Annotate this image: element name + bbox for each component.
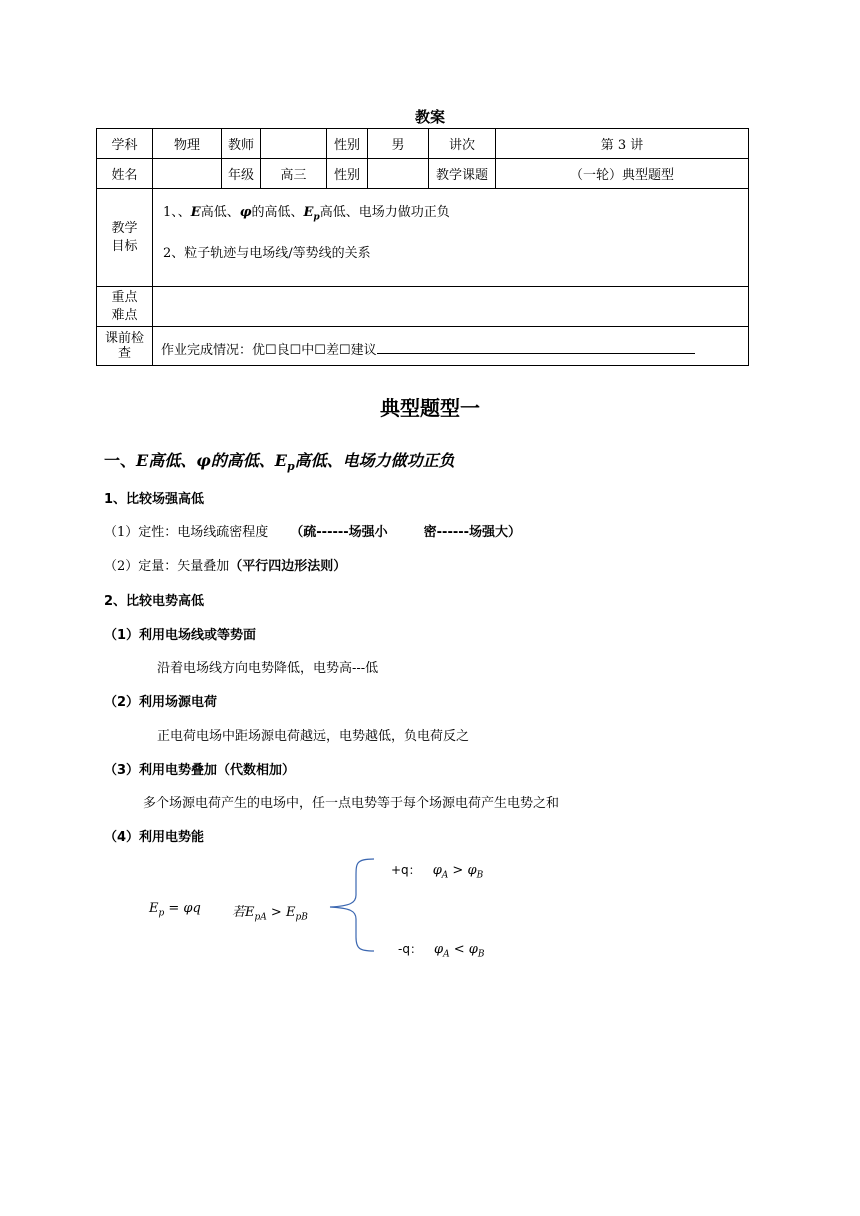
- negative-sub-a: A: [443, 949, 450, 960]
- key-label-line1: 重点: [111, 289, 138, 305]
- goal-item-1-Ep-sub: p: [313, 212, 320, 223]
- suggestion-blank: [377, 341, 695, 354]
- goal-item-1-E: E: [190, 205, 201, 220]
- gender-value-2: [368, 159, 429, 189]
- precheck-content: [153, 327, 749, 366]
- goal-item-1-c: 高低、电场力做功正负: [319, 205, 450, 220]
- goals-content: [153, 189, 749, 287]
- brace-icon: [326, 855, 376, 955]
- condition-e1-sub: pA: [254, 912, 267, 923]
- potential-energy-formula: [149, 901, 201, 919]
- key-points-label: [97, 287, 153, 327]
- goal-item-1: [163, 204, 748, 227]
- heading-phi: φ: [196, 451, 211, 470]
- negative-phi-a: φ: [433, 942, 444, 957]
- heading-b: 的高低、: [210, 451, 275, 470]
- quantitative-line: [104, 555, 346, 574]
- method-4-title: （4）利用电势能: [104, 830, 205, 845]
- method-1-title: （1）利用电场线或等势面: [104, 628, 257, 643]
- teacher-label: 教师: [222, 129, 261, 159]
- qualitative-sparse: （疏------场强小: [290, 525, 388, 540]
- heading-E: E: [136, 451, 149, 470]
- lesson-info-table: [96, 128, 749, 366]
- ep-sub: p: [158, 908, 165, 919]
- ep-rhs: = φq: [164, 901, 201, 916]
- goals-label-line2: 目标: [111, 238, 138, 254]
- goals-label: [97, 189, 153, 287]
- quantitative-rule: （平行四边形法则）: [229, 559, 347, 574]
- condition-ruo: 若: [232, 905, 246, 920]
- brace-stroke: [330, 859, 374, 951]
- ep-symbol: E: [149, 901, 159, 916]
- goal-item-1-a: 高低、: [200, 205, 240, 220]
- goal-item-1-phi: φ: [239, 205, 252, 220]
- heading-Ep-sub: p: [286, 460, 295, 474]
- precheck-label-line1: 课前检: [104, 331, 144, 346]
- grade-value: 高三: [261, 159, 327, 189]
- name-label: 姓名: [97, 159, 153, 189]
- lecture-label: 讲次: [429, 129, 496, 159]
- lecture-value: 第 3 讲: [496, 129, 749, 159]
- grade-label: 年级: [222, 159, 261, 189]
- heading-one: [104, 448, 455, 473]
- negative-charge-case: [398, 940, 484, 960]
- goal-item-1-b: 的高低、: [251, 205, 304, 220]
- heading-c: 高低、电场力做功正负: [294, 451, 455, 470]
- positive-sub-a: A: [441, 870, 449, 881]
- positive-phi-a: φ: [432, 863, 442, 878]
- table-row: [97, 159, 749, 189]
- condition-formula: [232, 901, 308, 923]
- method-2-body: 正电荷电场中距场源电荷越远，电势越低，负电荷反之: [157, 729, 470, 744]
- positive-label: +q：: [391, 863, 421, 877]
- negative-label: -q：: [398, 942, 422, 956]
- condition-e2-sub: pB: [295, 912, 308, 923]
- subject-value: 物理: [153, 129, 222, 159]
- method-1-body: 沿着电场线方向电势降低，电势高---低: [157, 661, 379, 676]
- heading-prefix: 一、: [104, 451, 137, 470]
- topic-label: 教学课题: [429, 159, 496, 189]
- condition-op: >: [266, 905, 286, 920]
- negative-sub-b: B: [477, 949, 485, 960]
- table-row: [97, 189, 749, 287]
- document-title: 教案: [414, 108, 445, 126]
- section-title: 典型题型一: [380, 396, 480, 420]
- name-value: [153, 159, 222, 189]
- heading-a: 高低、: [148, 451, 197, 470]
- heading-Ep: E: [274, 451, 287, 470]
- qualitative-line: [104, 521, 521, 540]
- gender-label: 性别: [327, 129, 368, 159]
- method-2-title: （2）利用场源电荷: [104, 695, 218, 710]
- precheck-label-line2: 查: [117, 346, 131, 361]
- goal-item-2: 2、粒子轨迹与电场线/等势线的关系: [163, 245, 371, 261]
- compare-potential-heading: 2、比较电势高低: [104, 594, 205, 609]
- goal-item-1-Ep: E: [303, 205, 314, 220]
- negative-phi-b: φ: [468, 942, 478, 957]
- positive-phi-b: φ: [467, 863, 477, 878]
- subject-label: 学科: [97, 129, 153, 159]
- teacher-value: [261, 129, 327, 159]
- positive-charge-case: [391, 861, 483, 881]
- method-3-body: 多个场源电荷产生的电场中，任一点电势等于每个场源电荷产生电势之和: [143, 796, 560, 811]
- precheck-label: [97, 327, 153, 366]
- method-3-title: （3）利用电势叠加（代数相加）: [104, 763, 296, 778]
- gender-value: 男: [368, 129, 429, 159]
- negative-op: <: [449, 942, 469, 957]
- goals-label-line1: 教学: [111, 220, 138, 236]
- condition-e2: E: [285, 905, 296, 920]
- positive-sub-b: B: [476, 870, 484, 881]
- key-label-line2: 难点: [111, 307, 138, 323]
- table-row: [97, 327, 749, 366]
- qualitative-dense: 密------场强大）: [423, 525, 522, 540]
- homework-status: 作业完成情况：优☐良☐中☐差☐建议: [161, 342, 377, 358]
- condition-e1: E: [245, 905, 255, 920]
- topic-value: （一轮）典型题型: [496, 159, 749, 189]
- qualitative-label: （1）定性：电场线疏密程度: [104, 525, 269, 540]
- compare-field-heading: 1、比较场强高低: [104, 492, 205, 507]
- gender-label-2: 性别: [327, 159, 368, 189]
- table-row: [97, 129, 749, 159]
- key-points-content: [153, 287, 749, 327]
- goal-item-1-prefix: 1、、: [163, 205, 191, 220]
- positive-op: >: [448, 863, 468, 878]
- quantitative-label: （2）定量：矢量叠加: [104, 559, 230, 574]
- table-row: [97, 287, 749, 327]
